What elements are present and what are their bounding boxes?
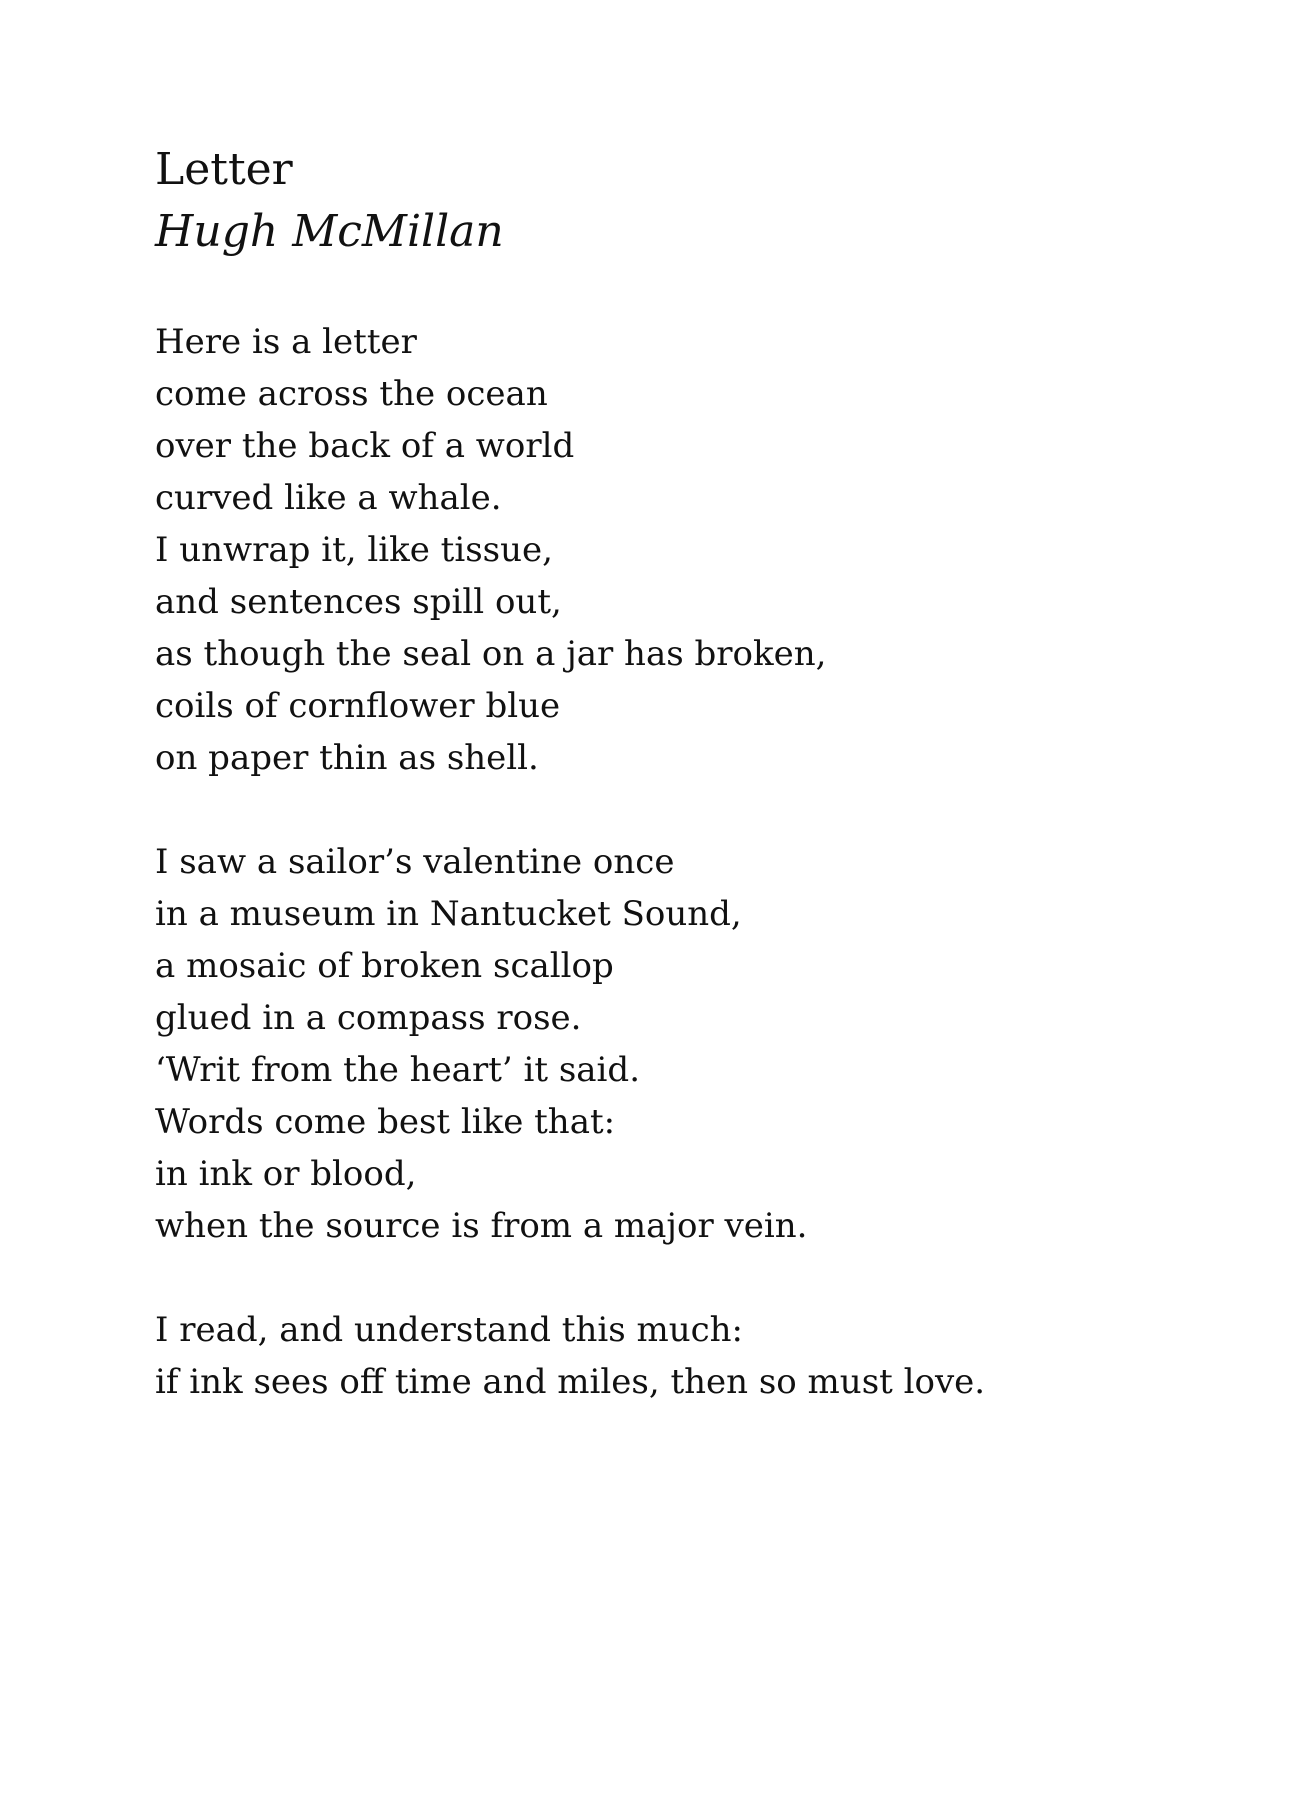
poem-line: Here is a letter (155, 322, 417, 362)
poem-line: when the source is from a major vein. (155, 1206, 808, 1246)
poem-line: over the back of a world (155, 426, 575, 466)
poem-line: and sentences spill out, (155, 582, 562, 622)
poem-line: on paper thin as shell. (155, 738, 539, 778)
poem-line: I read, and understand this much: (155, 1310, 744, 1350)
stanza-3 (155, 1304, 1205, 1408)
stanza-2 (155, 836, 1205, 1252)
poem-line: I unwrap it, like tissue, (155, 530, 553, 570)
poem-line: curved like a whale. (155, 478, 502, 518)
poem-line: I saw a sailor’s valentine once (155, 842, 675, 882)
poem-line: glued in a compass rose. (155, 998, 582, 1038)
poem-line: a mosaic of broken scallop (155, 946, 614, 986)
poem-line: if ink sees off time and miles, then so must love. (155, 1362, 986, 1402)
poem-line: ‘Writ from the heart’ it said. (155, 1050, 640, 1090)
poem-line: coils of cornflower blue (155, 686, 561, 726)
poem-line: Words come best like that: (155, 1102, 616, 1142)
poem-page (155, 142, 1205, 1460)
poem-author: Hugh McMillan (155, 206, 504, 257)
poem-title: Letter (155, 144, 293, 195)
stanza-1 (155, 316, 1205, 784)
poem-body (155, 316, 1205, 1408)
poem-line: in a museum in Nantucket Sound, (155, 894, 742, 934)
poem-line: as though the seal on a jar has broken, (155, 634, 827, 674)
poem-line: in ink or blood, (155, 1154, 417, 1194)
poem-line: come across the ocean (155, 374, 548, 414)
